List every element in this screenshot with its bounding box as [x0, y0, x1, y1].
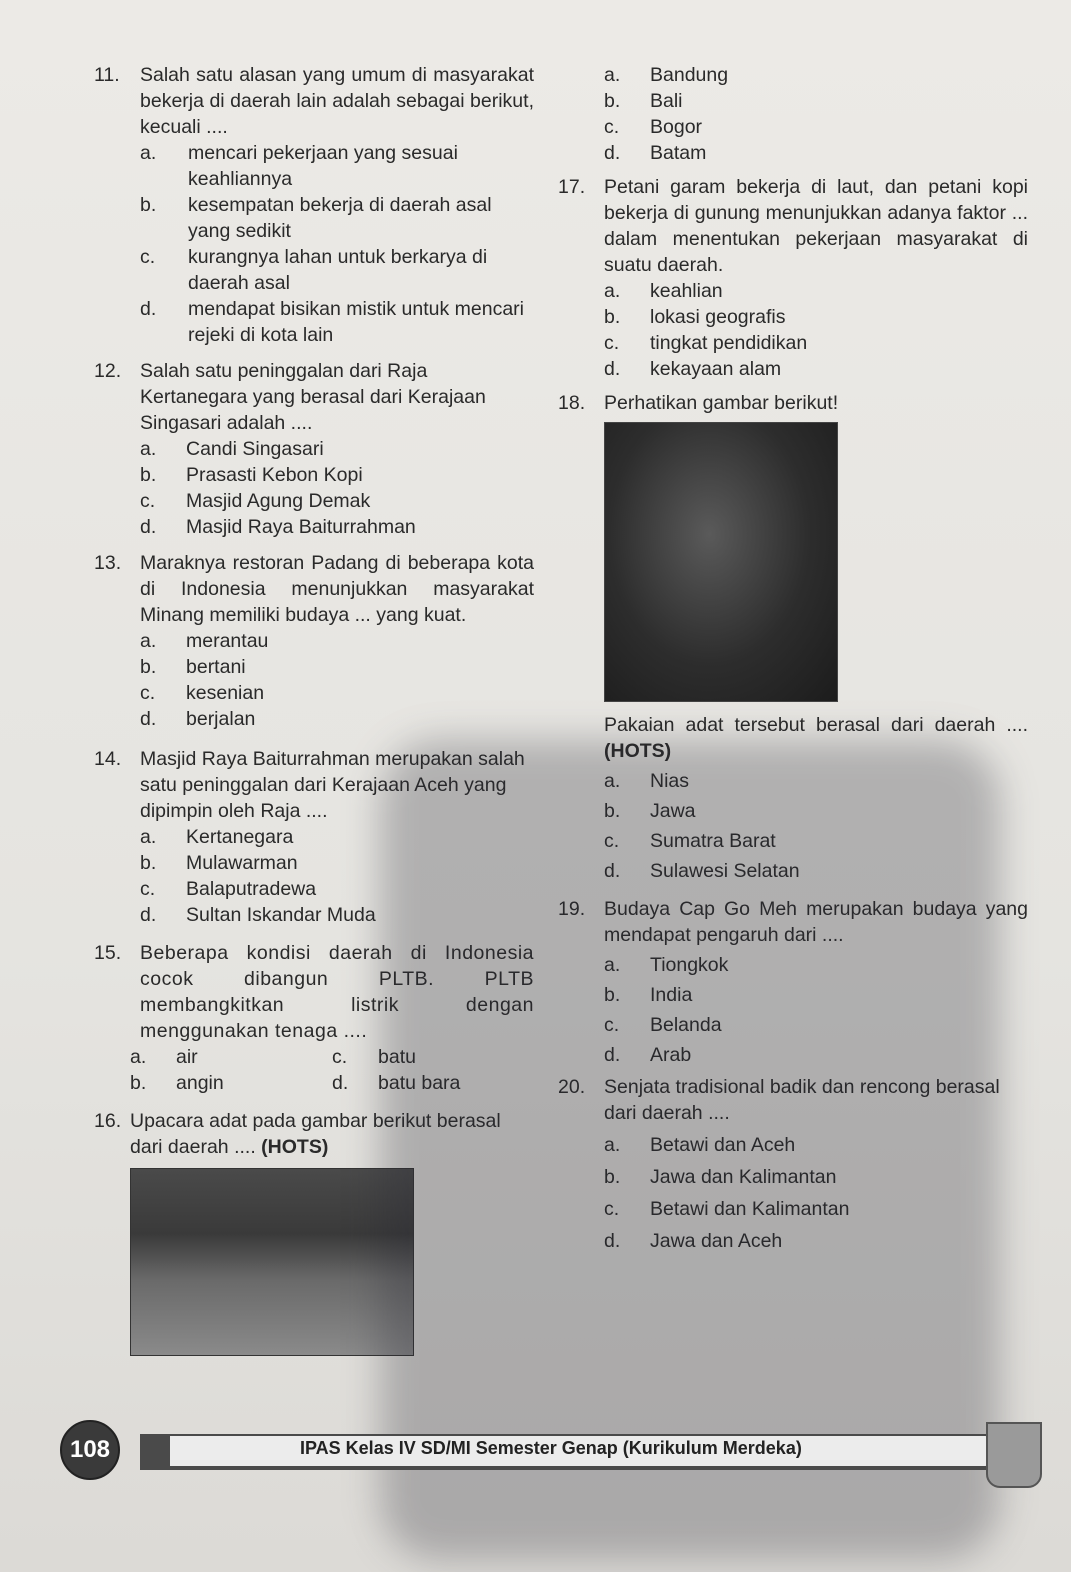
traditional-costume-photo — [604, 422, 838, 702]
option-b: b. Bali — [604, 90, 683, 112]
question-number: 16. — [94, 1110, 122, 1132]
option-d: d. Batam — [604, 142, 707, 164]
option-b: b. Jawa dan Kalimantan — [604, 1166, 837, 1188]
option-c: c. Belanda — [604, 1014, 722, 1036]
option-c: c. Balaputradewa — [140, 878, 317, 900]
option-b: b. Mulawarman — [140, 852, 298, 874]
question-number: 18. — [558, 392, 586, 414]
question-number: 15. — [94, 942, 122, 964]
pencil-cup-icon — [986, 1422, 1042, 1488]
question-stem: Budaya Cap Go Meh merupakan budaya yang mendapat pengaruh dari .... — [604, 898, 1028, 946]
question-number: 20. — [558, 1076, 586, 1098]
option-a: a. Betawi dan Aceh — [604, 1134, 796, 1156]
option-b: b. lokasi geografis — [604, 306, 786, 328]
option-c: c. Betawi dan Kalimantan — [604, 1198, 850, 1220]
question-continuation: Pakaian adat tersebut berasal dari daerah .... (HOTS) — [604, 714, 1028, 762]
option-a: a. air — [130, 1046, 198, 1068]
option-row-1 — [130, 1044, 534, 1070]
question-number: 14. — [94, 748, 122, 770]
question-20 — [558, 1074, 1028, 1254]
question-16-options — [604, 62, 1028, 166]
option-d: d. batu bara — [332, 1072, 461, 1094]
question-stem: Beberapa kondisi daerah di Indonesia cocok dibangun PLTB. PLTB membangkitkan listrik dengan menggunakan tenaga .... — [140, 942, 534, 1042]
book-title: IPAS Kelas IV SD/MI Semester Genap (Kurikulum Merdeka) — [300, 1438, 802, 1458]
hots-label: (HOTS) — [261, 1136, 329, 1158]
question-stem: Petani garam bekerja di laut, dan petani kopi bekerja di gunung menunjukkan adanya faktor ... dalam menentukan pekerjaan masyarakat di suatu daerah. — [604, 176, 1028, 276]
option-c: c. Masjid Agung Demak — [140, 490, 371, 512]
question-number: 13. — [94, 552, 122, 574]
question-number: 11. — [94, 64, 120, 86]
option-a: a. keahlian — [604, 280, 723, 302]
question-14 — [94, 746, 534, 928]
ceremony-photo — [130, 1168, 414, 1356]
stem-text: Salah satu alasan yang umum di masyarakat bekerja di daerah lain adalah sebagai berikut, kecuali .... — [140, 64, 534, 138]
option-d: d. Sulawesi Selatan — [604, 860, 800, 882]
option-c: c. kurangnya lahan untuk berkarya di daerah asal — [140, 246, 488, 294]
option-d: d. kekayaan alam — [604, 358, 782, 380]
question-13 — [94, 550, 534, 732]
question-stem: Perhatikan gambar berikut! — [604, 392, 839, 414]
option-d: d. Arab — [604, 1044, 692, 1066]
option-c: c. Sumatra Barat — [604, 830, 776, 852]
question-stem: Salah satu peninggalan dari Raja Kertanegara yang berasal dari Kerajaan Singasari adalah .... — [140, 360, 486, 434]
option-d: d. Jawa dan Aceh — [604, 1230, 783, 1252]
question-11 — [94, 62, 534, 348]
option-c: c. tingkat pendidikan — [604, 332, 808, 354]
question-17 — [558, 174, 1028, 382]
question-18 — [558, 390, 1028, 884]
option-c: c. Bogor — [604, 116, 703, 138]
option-b: b. India — [604, 984, 693, 1006]
left-column — [94, 62, 534, 1356]
option-b: b. kesempatan bekerja di daerah asal yang sedikit — [140, 194, 492, 242]
option-a: a. Kertanegara — [140, 826, 294, 848]
question-stem: Upacara adat pada gambar berikut berasal dari daerah .... (HOTS) — [130, 1110, 501, 1158]
option-d: d. Sultan Iskandar Muda — [140, 904, 376, 926]
hots-label: (HOTS) — [604, 740, 672, 762]
option-c: c. batu — [332, 1046, 416, 1068]
question-stem: Maraknya restoran Padang di beberapa kota di Indonesia menunjukkan masyarakat Minang memiliki budaya ... yang kuat. — [140, 552, 534, 626]
option-a: a. Nias — [604, 770, 690, 792]
question-19 — [558, 896, 1028, 1068]
question-number: 12. — [94, 360, 122, 382]
option-a: a. Tiongkok — [604, 954, 729, 976]
question-stem: Senjata tradisional badik dan rencong berasal dari daerah .... — [604, 1076, 1000, 1124]
option-b: b. Prasasti Kebon Kopi — [140, 464, 363, 486]
question-stem: Masjid Raya Baiturrahman merupakan salah satu peninggalan dari Kerajaan Aceh yang dipimpin oleh Raja .... — [140, 748, 525, 822]
option-b: b. angin — [130, 1072, 224, 1094]
option-b: b. bertani — [140, 656, 246, 678]
question-16 — [94, 1108, 534, 1356]
option-d: d. mendapat bisikan mistik untuk mencari rejeki di kota lain — [140, 298, 524, 346]
option-row-2 — [130, 1070, 534, 1096]
page-number: 108 — [60, 1420, 120, 1480]
question-number: 19. — [558, 898, 586, 920]
question-15 — [94, 940, 534, 1096]
question-stem — [140, 62, 534, 140]
option-a: a. Candi Singasari — [140, 438, 324, 460]
question-number: 17. — [558, 176, 586, 198]
option-a: a. mencari pekerjaan yang sesuai keahliannya — [140, 142, 458, 190]
option-a: a. Bandung — [604, 64, 729, 86]
option-a: a. merantau — [140, 630, 269, 652]
question-12 — [94, 358, 534, 540]
option-b: b. Jawa — [604, 800, 696, 822]
right-column — [558, 62, 1028, 1254]
option-d: d. Masjid Raya Baiturrahman — [140, 516, 416, 538]
option-d: d. berjalan — [140, 708, 256, 730]
page-footer — [60, 1416, 1050, 1486]
option-c: c. kesenian — [140, 682, 265, 704]
